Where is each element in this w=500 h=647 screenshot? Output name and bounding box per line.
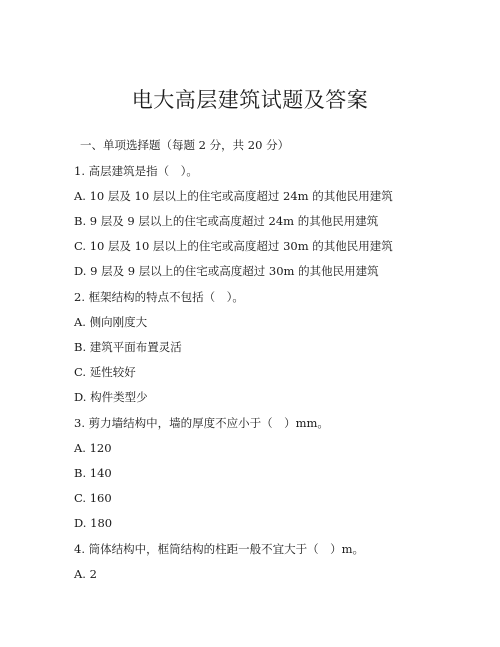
- document-title: 电大高层建筑试题及答案: [131, 88, 369, 112]
- answer-option: B. 140: [74, 466, 112, 480]
- answer-option: A. 2: [74, 567, 97, 581]
- answer-option: D. 构件类型少: [74, 390, 148, 404]
- answer-option: A. 120: [74, 441, 112, 455]
- answer-option: C. 10 层及 10 层以上的住宅或高度超过 30m 的其他民用建筑: [74, 239, 393, 253]
- answer-option: C. 160: [74, 491, 112, 505]
- answer-option: A. 10 层及 10 层以上的住宅或高度超过 24m 的其他民用建筑: [74, 189, 393, 203]
- question-text: 4. 筒体结构中，框筒结构的柱距一般不宜大于（ ）m。: [74, 542, 365, 556]
- section-heading: 一、单项选择题（每题 2 分，共 20 分）: [80, 138, 290, 152]
- question-text: 2. 框架结构的特点不包括（ ）。: [74, 290, 244, 304]
- question-text: 1. 高层建筑是指（ ）。: [74, 164, 198, 178]
- answer-option: D. 180: [74, 516, 113, 530]
- answer-option: B. 建筑平面布置灵活: [74, 340, 182, 354]
- answer-option: C. 延性较好: [74, 365, 136, 379]
- answer-option: D. 9 层及 9 层以上的住宅或高度超过 30m 的其他民用建筑: [74, 264, 379, 278]
- answer-option: A. 侧向刚度大: [74, 315, 148, 329]
- answer-option: B. 9 层及 9 层以上的住宅或高度超过 24m 的其他民用建筑: [74, 214, 379, 228]
- question-text: 3. 剪力墙结构中，墙的厚度不应小于（ ）mm。: [74, 416, 329, 430]
